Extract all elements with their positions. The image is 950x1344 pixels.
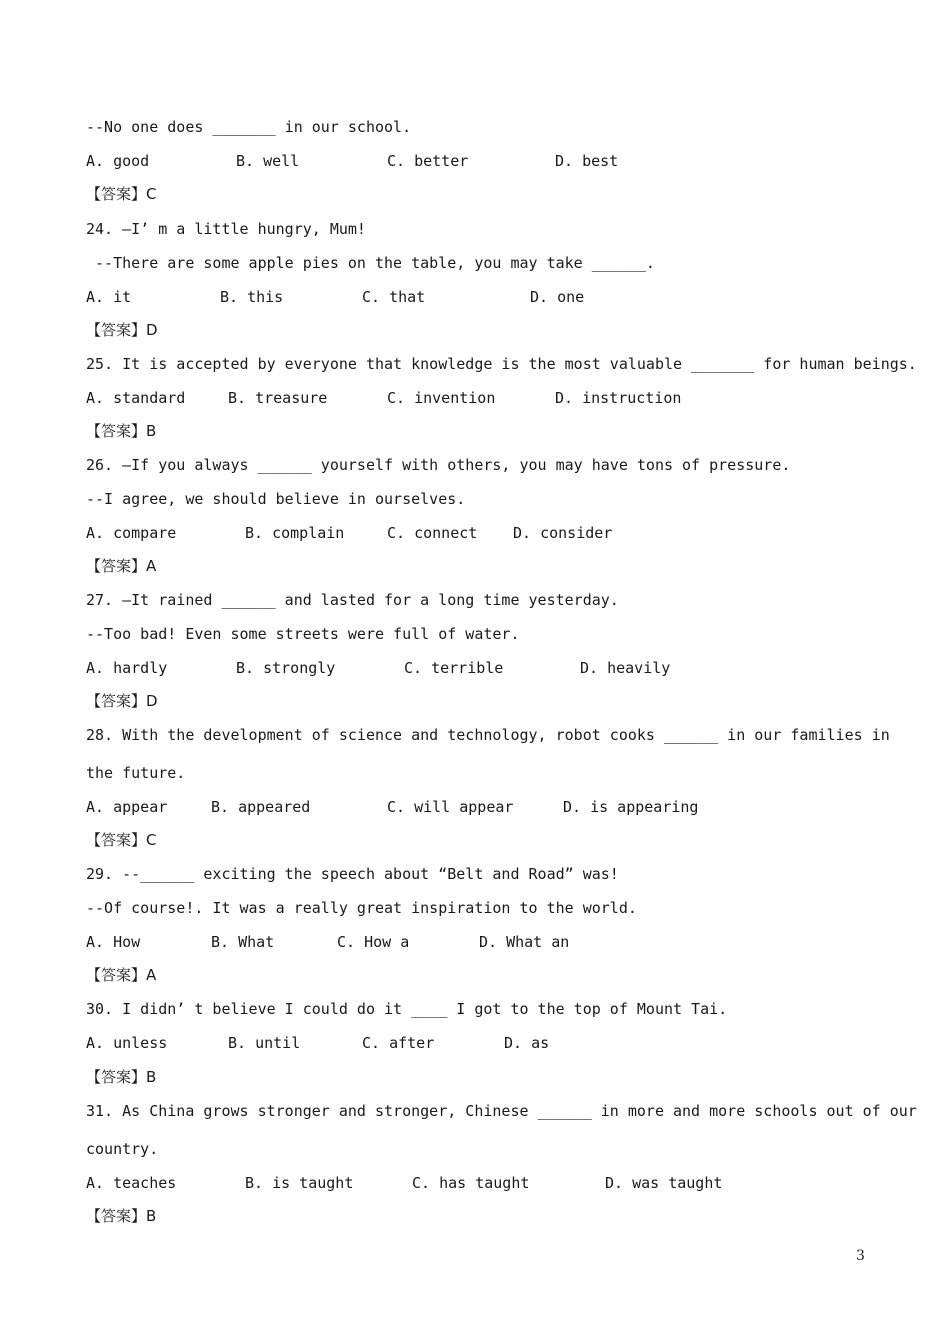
q24-option-a: A. it bbox=[86, 288, 132, 306]
q25-option-d: D. instruction bbox=[555, 389, 682, 407]
question-29-reply: --Of course!. It was a really great inspiration to the world. bbox=[86, 899, 637, 917]
question-23-reply: --No one does _______ in our school. bbox=[86, 118, 412, 136]
q29-answer: 【答案】A bbox=[86, 966, 157, 984]
q27-answer: 【答案】D bbox=[86, 692, 158, 710]
q26-answer: 【答案】A bbox=[86, 557, 157, 575]
question-30-stem: 30. I didn’ t believe I could do it ____ I got to the top of Mount Tai. bbox=[86, 1000, 728, 1018]
question-27-stem: 27. –It rained ______ and lasted for a long time yesterday. bbox=[86, 591, 619, 609]
q24-option-d: D. one bbox=[530, 288, 585, 306]
q23-option-b: B. well bbox=[236, 152, 300, 170]
question-27-reply: --Too bad! Even some streets were full of water. bbox=[86, 625, 520, 643]
q29-option-d: D. What an bbox=[479, 933, 570, 951]
page-number: 3 bbox=[856, 1248, 865, 1264]
q27-option-c: C. terrible bbox=[404, 659, 504, 677]
q26-option-b: B. complain bbox=[245, 524, 345, 542]
question-24-stem: 24. –I’ m a little hungry, Mum! bbox=[86, 220, 366, 238]
q23-option-c: C. better bbox=[387, 152, 469, 170]
q26-option-d: D. consider bbox=[513, 524, 613, 542]
q24-answer: 【答案】D bbox=[86, 321, 158, 339]
q31-option-b: B. is taught bbox=[245, 1174, 354, 1192]
question-28-stem-cont: the future. bbox=[86, 764, 186, 782]
question-28-stem: 28. With the development of science and technology, robot cooks ______ in our families in bbox=[86, 726, 890, 744]
q28-answer: 【答案】C bbox=[86, 831, 157, 849]
q23-option-a: A. good bbox=[86, 152, 150, 170]
q27-option-d: D. heavily bbox=[580, 659, 671, 677]
question-29-stem: 29. --______ exciting the speech about “Belt and Road” was! bbox=[86, 865, 619, 883]
q28-option-a: A. appear bbox=[86, 798, 168, 816]
q29-option-c: C. How a bbox=[337, 933, 410, 951]
q30-answer: 【答案】B bbox=[86, 1068, 157, 1086]
q27-option-b: B. strongly bbox=[236, 659, 336, 677]
q30-option-c: C. after bbox=[362, 1034, 435, 1052]
q29-option-a: A. How bbox=[86, 933, 141, 951]
q28-option-b: B. appeared bbox=[211, 798, 311, 816]
q24-option-b: B. this bbox=[220, 288, 284, 306]
q26-option-c: C. connect bbox=[387, 524, 478, 542]
question-26-stem: 26. –If you always ______ yourself with others, you may have tons of pressure. bbox=[86, 456, 791, 474]
q31-option-d: D. was taught bbox=[605, 1174, 723, 1192]
q30-option-d: D. as bbox=[504, 1034, 550, 1052]
q28-option-c: C. will appear bbox=[387, 798, 514, 816]
q29-option-b: B. What bbox=[211, 933, 275, 951]
q25-answer: 【答案】B bbox=[86, 422, 157, 440]
question-25-stem: 25. It is accepted by everyone that knowledge is the most valuable _______ for human beings. bbox=[86, 355, 917, 373]
question-26-reply: --I agree, we should believe in ourselves. bbox=[86, 490, 466, 508]
q27-option-a: A. hardly bbox=[86, 659, 168, 677]
q26-option-a: A. compare bbox=[86, 524, 177, 542]
q23-answer: 【答案】C bbox=[86, 185, 157, 203]
q31-option-a: A. teaches bbox=[86, 1174, 177, 1192]
q25-option-b: B. treasure bbox=[228, 389, 328, 407]
q30-option-b: B. until bbox=[228, 1034, 301, 1052]
q25-option-a: A. standard bbox=[86, 389, 186, 407]
q25-option-c: C. invention bbox=[387, 389, 496, 407]
q30-option-a: A. unless bbox=[86, 1034, 168, 1052]
q28-option-d: D. is appearing bbox=[563, 798, 699, 816]
question-31-stem: 31. As China grows stronger and stronger, Chinese ______ in more and more schools out of our bbox=[86, 1102, 917, 1120]
q31-answer: 【答案】B bbox=[86, 1207, 157, 1225]
question-31-stem-cont: country. bbox=[86, 1140, 159, 1158]
q31-option-c: C. has taught bbox=[412, 1174, 530, 1192]
q24-option-c: C. that bbox=[362, 288, 426, 306]
question-24-reply: --There are some apple pies on the table, you may take ______. bbox=[86, 254, 655, 272]
q23-option-d: D. best bbox=[555, 152, 619, 170]
